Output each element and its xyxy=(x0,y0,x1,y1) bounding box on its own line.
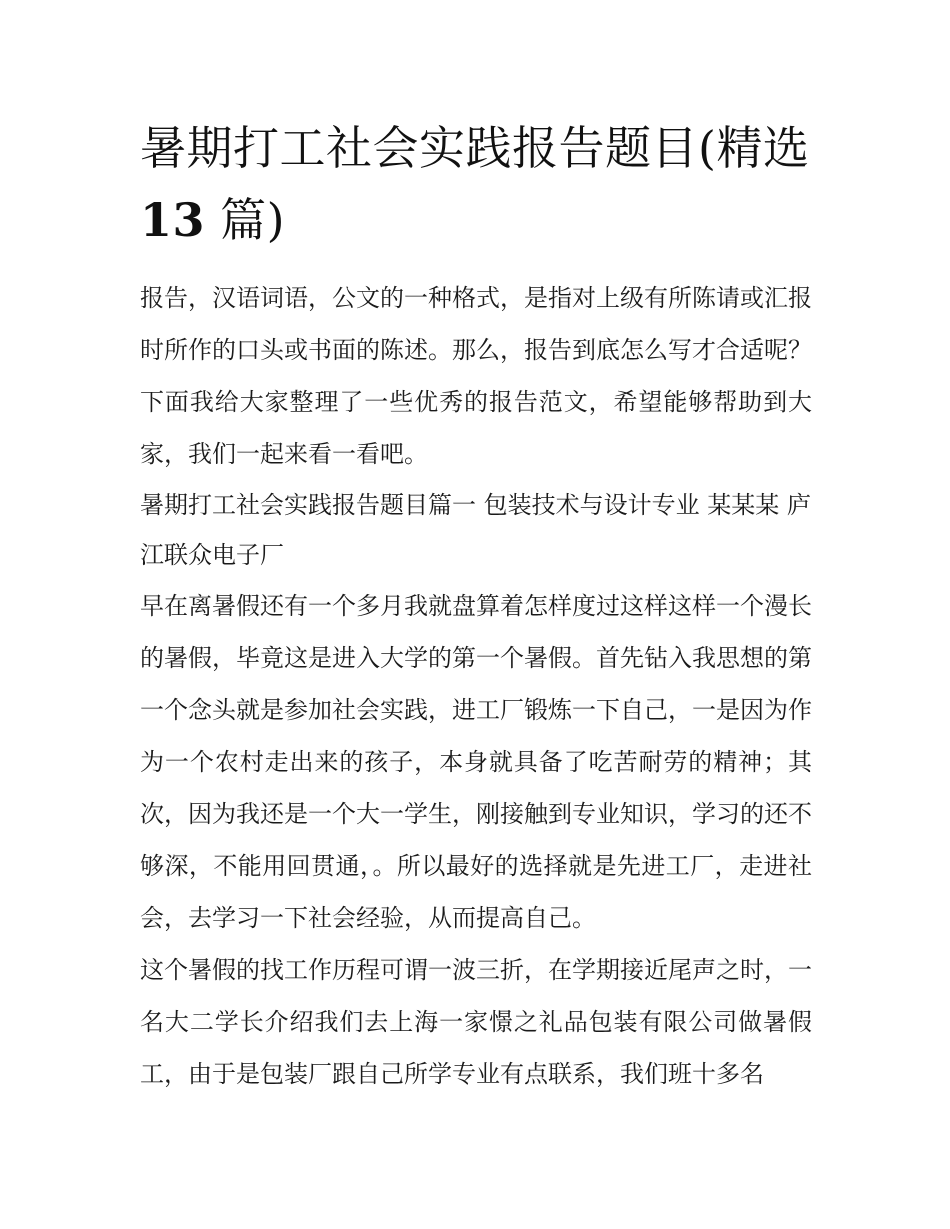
title-suffix: 篇) xyxy=(220,193,286,247)
body-paragraph-2: 这个暑假的找工作历程可谓一波三折，在学期接近尾声之时，一名大二学长介绍我们去上海一家憬之礼品包装有限公司做暑假工，由于是包装厂跟自己所学专业有点联系，我们班十多名 xyxy=(140,956,812,1088)
body-paragraph-1: 早在离暑假还有一个多月我就盘算着怎样度过这样这样一个漫长的暑假，毕竟这是进入大学的第一个暑假。首先钻入我思想的第一个念头就是参加社会实践，进工厂锻炼一下自己，一是因为作为一个农村走出来的孩子，本身就具备了吃苦耐劳的精神；其次，因为我还是一个大一学生，刚接触到专业知识，学习的还不够深，不能用回贯通，。所以最好的选择就是先进工厂，走进社会，去学习一下社会经验，从而提高自己。 xyxy=(140,592,812,932)
title-text: 暑期打工社会实践报告题目(精选 xyxy=(140,121,810,175)
intro-paragraph: 报告，汉语词语，公文的一种格式，是指对上级有所陈请或汇报时所作的口头或书面的陈述。那么，报告到底怎么写才合适呢？下面我给大家整理了一些优秀的报告范文，希望能够帮助到大家，我们一起来看一看吧。 xyxy=(140,284,812,468)
title-number: 13 xyxy=(140,193,206,247)
section-heading: 暑期打工社会实践报告题目篇一 包装技术与设计专业 某某某 庐江联众电子厂 xyxy=(140,491,811,569)
document-title xyxy=(140,112,812,256)
document-page xyxy=(140,112,812,1100)
